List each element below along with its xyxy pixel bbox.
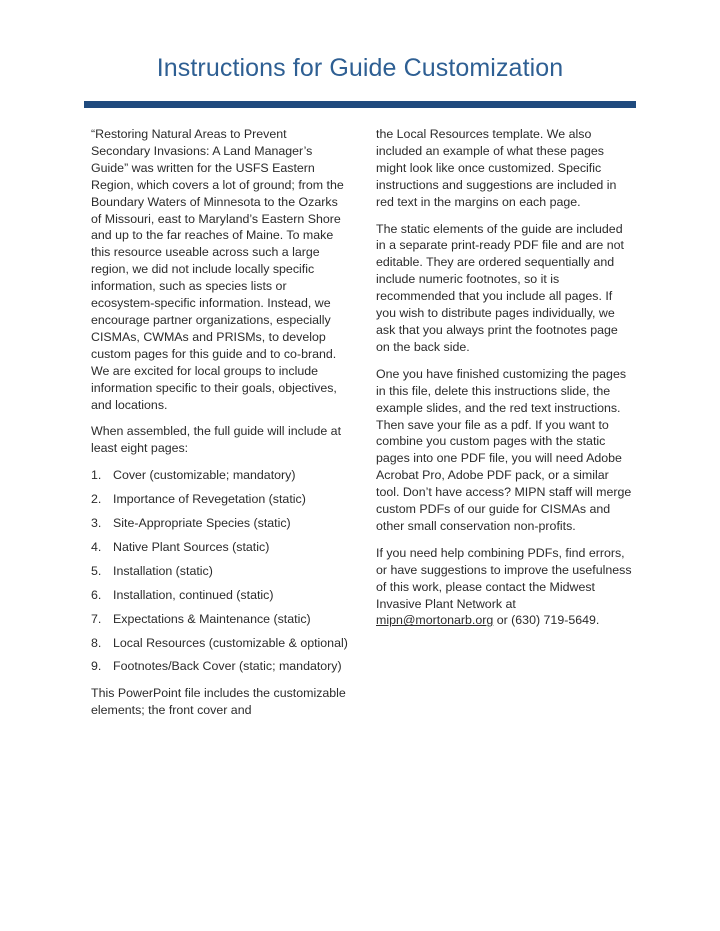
list-item-number: 7.	[91, 611, 102, 626]
list-item-number: 5.	[91, 563, 102, 578]
left-column	[91, 126, 349, 729]
finished-paragraph: One you have finished customizing the pages in this file, delete this instructions slide, the example slides, and the red text instructions. Then save your file as a pdf. If you want to combine you custom pages with the static pages into one PDF file, you will need Adobe Acrobat Pro, Adobe PDF pack, or a similar tool. Don’t have access? MIPN staff will merge custom PDFs of our guide for CISMAs and other small conservation non-profits.	[376, 366, 632, 533]
contact-email-link[interactable]: mipn@mortonarb.org	[376, 613, 494, 628]
list-item	[91, 539, 349, 556]
list-item-text: Installation (static)	[113, 563, 213, 578]
list-item	[91, 491, 349, 508]
list-item-number: 2.	[91, 492, 102, 507]
page-title: Instructions for Guide Customization	[156, 54, 564, 82]
right-column	[376, 126, 632, 639]
list-item	[91, 563, 349, 580]
help-paragraph-start: If you need help combining PDFs, find errors, or have suggestions to improve the usefulness of this work, please contact the Midwest Invasive Plant Network at	[376, 545, 632, 611]
list-item-text: Local Resources (customizable & optional)	[113, 635, 348, 650]
intro-paragraph: “Restoring Natural Areas to Prevent Secondary Invasions: A Land Manager’s Guide” was written for the USFS Eastern Region, which covers a lot of ground; from the Boundary Waters of Minnesota to the Ozarks of Missouri, east to Maryland’s Eastern Shore and up to the far reaches of Maine. To make this resource useable across such a large region, we did not include locally specific information, such as species lists or ecosystem-specific information. Instead, we encourage partner organizations, especially CISMAs, CWMAs and PRISMs, to develop custom pages for this guide and to co-brand. We are excited for local groups to include information specific to their goals, objectives, and locations.	[91, 127, 344, 412]
list-item-text: Native Plant Sources (static)	[113, 539, 270, 554]
list-item	[91, 515, 349, 532]
title-divider	[84, 101, 636, 108]
list-item-number: 6.	[91, 587, 102, 602]
list-item-text: Installation, continued (static)	[113, 587, 274, 602]
list-item-number: 3.	[91, 516, 102, 531]
help-paragraph-end: or (630) 719-5649.	[493, 613, 600, 628]
list-item-text: Footnotes/Back Cover (static; mandatory)	[113, 659, 342, 674]
static-elements-paragraph: The static elements of the guide are included in a separate print-ready PDF file and are not editable. They are ordered sequentially and include numeric footnotes, so it is recommended that you include all pages. If you wish to distribute pages individually, we ask that you always print the footnotes page on the back side.	[376, 221, 624, 354]
powerpoint-paragraph-end: the Local Resources template. We also included an example of what these pages might look like once customized. Specific instructions and suggestions are included in red text in the margins on each page.	[376, 127, 617, 209]
help-paragraph	[376, 545, 632, 630]
assembled-paragraph: When assembled, the full guide will include at least eight pages:	[91, 424, 342, 456]
list-item	[91, 611, 349, 628]
list-item-text: Expectations & Maintenance (static)	[113, 611, 311, 626]
list-item-text: Cover (customizable; mandatory)	[113, 468, 296, 483]
list-item-text: Site-Appropriate Species (static)	[113, 516, 291, 531]
list-item-number: 1.	[91, 468, 102, 483]
list-item	[91, 635, 349, 652]
list-item	[91, 658, 349, 675]
list-item-text: Importance of Revegetation (static)	[113, 492, 306, 507]
list-item	[91, 467, 349, 484]
guide-pages-list	[91, 467, 349, 675]
list-item	[91, 587, 349, 604]
list-item-number: 4.	[91, 539, 102, 554]
list-item-number: 9.	[91, 659, 102, 674]
powerpoint-paragraph-start: This PowerPoint file includes the customizable elements; the front cover and	[91, 686, 346, 718]
list-item-number: 8.	[91, 635, 102, 650]
